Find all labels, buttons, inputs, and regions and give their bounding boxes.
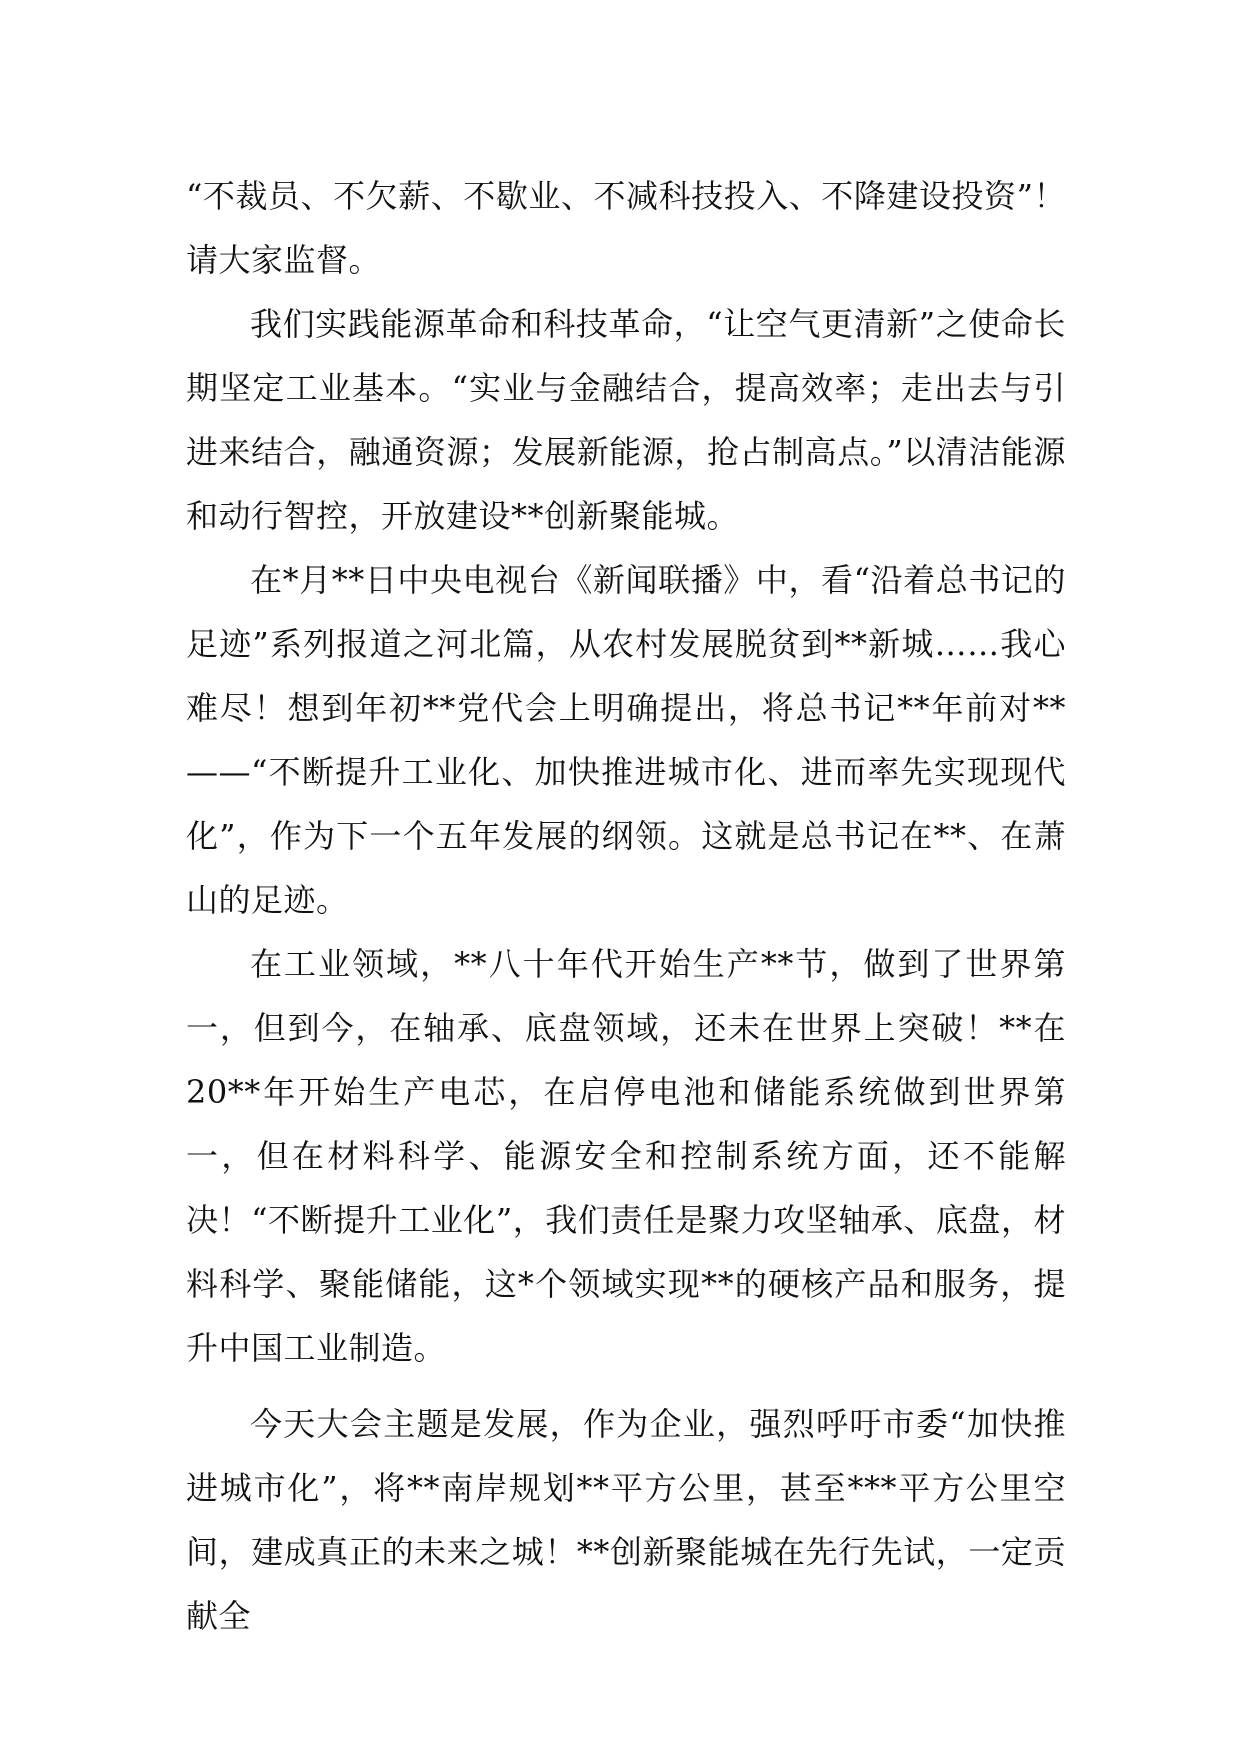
paragraph-4: 在工业领域，**八十年代开始生产**节，做到了世界第一，但到今，在轴承、底盘领域，还未在世界上突破！**在20**年开始生产电芯，在启停电池和储能系统做到世界第一，但在材料科学、能源安全和控制系统方面，还不能解决！“不断提升工业化”，我们责任是聚力攻坚轴承、底盘，材料科学、聚能储能，这*个领域实现**的硬核产品和服务，提升中国工业制造。: [186, 945, 1066, 1367]
paragraph-2: 我们实践能源革命和科技革命，“让空气更清新”之使命长期坚定工业基本。“实业与金融结合，提高效率；走出去与引进来结合，融通资源；发展新能源，抢占制高点。”以清洁能源和动行智控，开放建设**创新聚能城。: [186, 305, 1066, 535]
document-body: [186, 164, 1066, 1648]
paragraph-1: “不裁员、不欠薪、不歇业、不减科技投入、不降建设投资”！请大家监督。: [186, 177, 1066, 279]
paragraph-3: 在*月**日中央电视台《新闻联播》中，看“沿着总书记的足迹”系列报道之河北篇，从农村发展脱贫到**新城……我心难尽！想到年初**党代会上明确提出，将总书记**年前对**——“不断提升工业化、加快推进城市化、进而率先实现现代化”，作为下一个五年发展的纲领。这就是总书记在**、在萧山的足迹。: [186, 561, 1066, 919]
paragraph-5: 今天大会主题是发展，作为企业，强烈呼吁市委“加快推进城市化”，将**南岸规划**平方公里，甚至***平方公里空间，建成真正的未来之城！**创新聚能城在先行先试，一定贡献全: [186, 1405, 1066, 1635]
